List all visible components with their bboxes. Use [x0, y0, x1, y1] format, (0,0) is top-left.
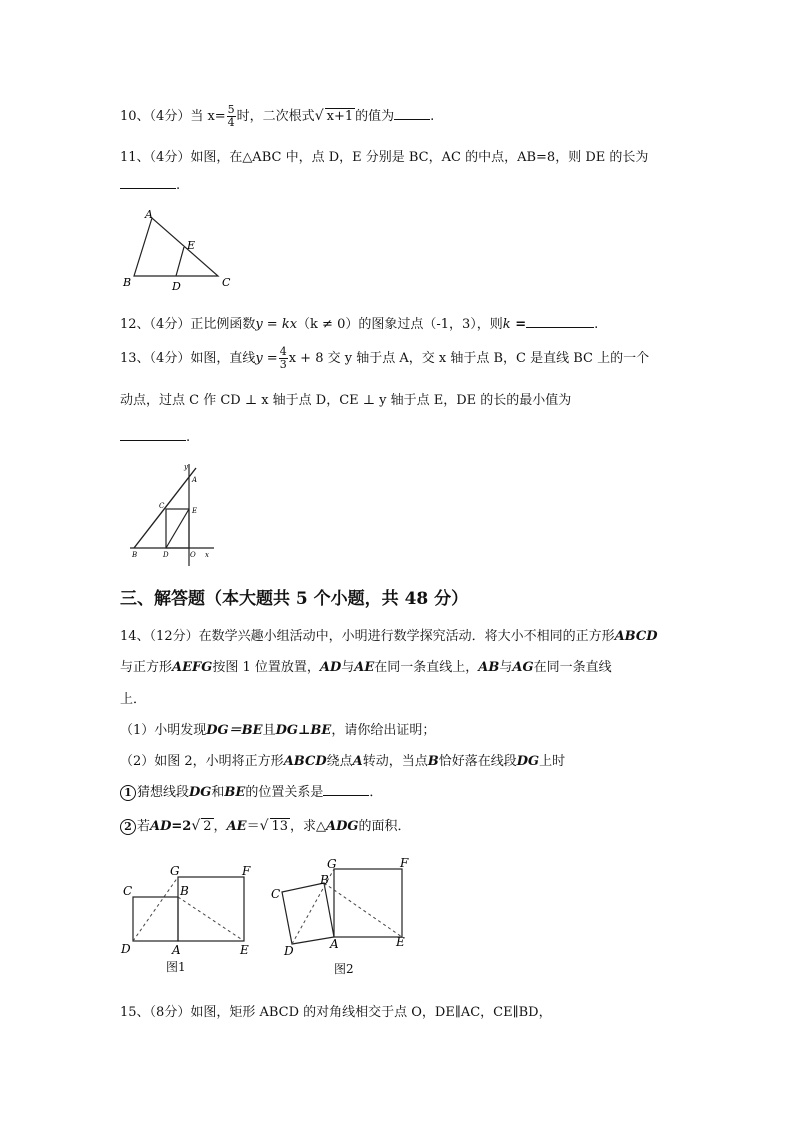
label-A: A [330, 937, 339, 951]
q14-sqrt13: 13 [271, 819, 289, 834]
label-E: E [240, 943, 249, 957]
q13-frac-num: 4 [279, 345, 287, 358]
answer-blank [394, 107, 430, 120]
q14-p2e: 转动，当点 [362, 754, 428, 769]
label-D: D [121, 942, 131, 956]
q14-s2i: ，求△ [290, 819, 327, 834]
q10-end: . [430, 109, 435, 124]
q14-p1a: （1）小明发现 [120, 723, 207, 738]
label-C: C [123, 884, 133, 898]
q10-text-tail: 的值为 [355, 109, 395, 124]
q14-l2d: 在同一条直线上， [374, 660, 479, 675]
label-B: B [132, 551, 138, 559]
label-D: D [163, 551, 169, 559]
figure-1-caption: 图1 [166, 960, 186, 974]
label-F: F [400, 856, 409, 870]
label-B: B [180, 884, 189, 898]
q14-s2e: ， [213, 819, 227, 834]
q14-s1d: BE [224, 785, 246, 800]
label-A: A [192, 476, 198, 484]
q14-ag: AG [512, 660, 534, 675]
q14-figure-1 [118, 860, 258, 960]
label-B: B [320, 873, 329, 887]
q13-text: 13、（4分）如图，直线 [120, 351, 256, 366]
q13-yeq: y = [255, 351, 278, 366]
q13-line2: 动点，过点 C 作 CD ⊥ x 轴于点 D，CE ⊥ y 轴于点 E，DE 的长的最小值为 [120, 393, 572, 408]
q11-triangle-figure [118, 208, 238, 292]
q14-s1f: ． [369, 785, 383, 800]
answer-blank [526, 315, 594, 328]
q13-answer-line [120, 428, 190, 445]
q12-eq: = [510, 317, 527, 332]
q14-p2b: ABCD [283, 754, 327, 769]
q14-sub1 [120, 781, 382, 801]
q14-ab: AB [478, 660, 500, 675]
section-heading: 三、解答题（本大题共 5 个小题，共 48 分） [120, 589, 469, 609]
q14-p2a: （2）如图 2，小明将正方形 [120, 754, 284, 769]
answer-blank [120, 176, 176, 189]
q14-p1e: ，请你给出证明； [331, 723, 436, 738]
q14-sqrt2: 2 [203, 819, 212, 834]
answer-blank [120, 428, 186, 441]
q14-s2b: AD [150, 819, 172, 834]
q14-p2g: 恰好落在线段 [438, 754, 517, 769]
label-G: G [327, 857, 337, 871]
q14-l2e: 与 [499, 660, 513, 675]
q14-s2c: =2 [171, 819, 192, 834]
question-11: 11、（4分）如图，在△ABC 中，点 D，E 分别是 BC，AC 的中点，AB=8，则 DE 的长为 [120, 150, 649, 165]
q14-p2c: 绕点 [326, 754, 353, 769]
question-13 [120, 346, 649, 371]
q14-s1e: 的位置关系是 [245, 785, 324, 800]
label-F: F [242, 864, 251, 878]
q10-text: 10、（4分）当 x= [120, 109, 226, 124]
label-G: G [170, 864, 180, 878]
q13-rest: x + 8 交 y 轴于点 A，交 x 轴于点 B，C 是直线 BC 上的一个 [288, 351, 650, 366]
label-B: B [123, 276, 132, 289]
question-10 [120, 104, 434, 129]
q14-p2i: 上时 [539, 754, 566, 769]
q10-frac-den: 4 [227, 116, 235, 129]
q10-radicand: x+1 [326, 109, 354, 124]
q13-frac-den: 3 [279, 358, 287, 371]
q13-end: . [186, 430, 191, 445]
q12-condition: （k ≠ 0）的图象过点（-1，3），则 [297, 317, 503, 332]
question-12 [120, 313, 598, 332]
q14-p2d: A [352, 754, 363, 769]
q14-p1d: DG⊥BE [275, 723, 332, 738]
q14-s1c: 和 [211, 785, 225, 800]
q13-coordinate-figure [126, 460, 218, 570]
q10-fraction [227, 104, 236, 129]
label-C: C [159, 502, 165, 510]
q14-s2a: 若 [137, 819, 151, 834]
q14-p1b: DG＝BE [206, 723, 263, 738]
q14-s1a: 猜想线段 [137, 785, 190, 800]
label-C: C [271, 887, 281, 901]
q14-sub2 [120, 815, 411, 835]
circled-number-1: 1 [120, 785, 136, 801]
q14-abcd: ABCD [614, 629, 658, 644]
question-15: 15、（8分）如图，矩形 ABCD 的对角线相交于点 O，DE∥AC，CE∥BD， [120, 1005, 552, 1020]
q10-frac-num: 5 [227, 103, 235, 116]
q14-s2k: 的面积． [358, 819, 411, 834]
label-E: E [187, 239, 196, 252]
q14-l2f: 在同一条直线 [533, 660, 612, 675]
q10-text-mid: 时，二次根式 [236, 109, 315, 124]
q11-end: . [176, 178, 181, 193]
label-x: x [205, 551, 209, 559]
label-y: y [184, 463, 188, 471]
q14-line2 [120, 656, 612, 675]
q14-p2h: DG [516, 754, 540, 769]
q14-ae: AE [354, 660, 375, 675]
q14-l2a: 与正方形 [120, 660, 173, 675]
sqrt-sign: √ [314, 108, 324, 124]
circled-number-2: 2 [120, 819, 136, 835]
question-14 [120, 625, 658, 644]
label-A: A [145, 208, 153, 221]
q14-part2 [120, 750, 565, 769]
q11-answer-line [120, 176, 180, 193]
label-D: D [172, 280, 181, 292]
q12-function: y = kx [255, 317, 298, 332]
q14-l2c: 与 [341, 660, 355, 675]
q14-line3: 上． [120, 692, 147, 707]
q14-part1 [120, 719, 435, 738]
q14-text: 14、（12分）在数学兴趣小组活动中，小明进行数学探究活动．将大小不相同的正方形 [120, 629, 615, 644]
q14-s1b: DG [189, 785, 212, 800]
label-E: E [192, 507, 198, 515]
q14-l2b: 按图 1 位置放置， [212, 660, 320, 675]
q12-end: . [594, 317, 599, 332]
label-D: D [284, 944, 294, 958]
q14-s2f: AE [226, 819, 247, 834]
q14-ad: AD [319, 660, 342, 675]
sqrt-sign: √ [191, 818, 201, 834]
q14-aefg: AEFG [172, 660, 213, 675]
label-C: C [222, 276, 231, 289]
q14-s2j: ADG [326, 819, 359, 834]
q13-fraction [279, 346, 288, 371]
q14-figure-2 [268, 856, 416, 960]
sqrt-sign: √ [259, 818, 269, 834]
label-E: E [396, 935, 405, 949]
label-O: O [190, 551, 196, 559]
label-A: A [172, 943, 181, 957]
figure-2-caption: 图2 [334, 962, 354, 976]
q12-k: k [502, 317, 511, 332]
q14-p1c: 且 [262, 723, 276, 738]
q12-text: 12、（4分）正比例函数 [120, 317, 256, 332]
q14-p2f: B [427, 754, 439, 769]
q14-s2g: ＝ [246, 819, 260, 834]
answer-blank [323, 783, 369, 796]
